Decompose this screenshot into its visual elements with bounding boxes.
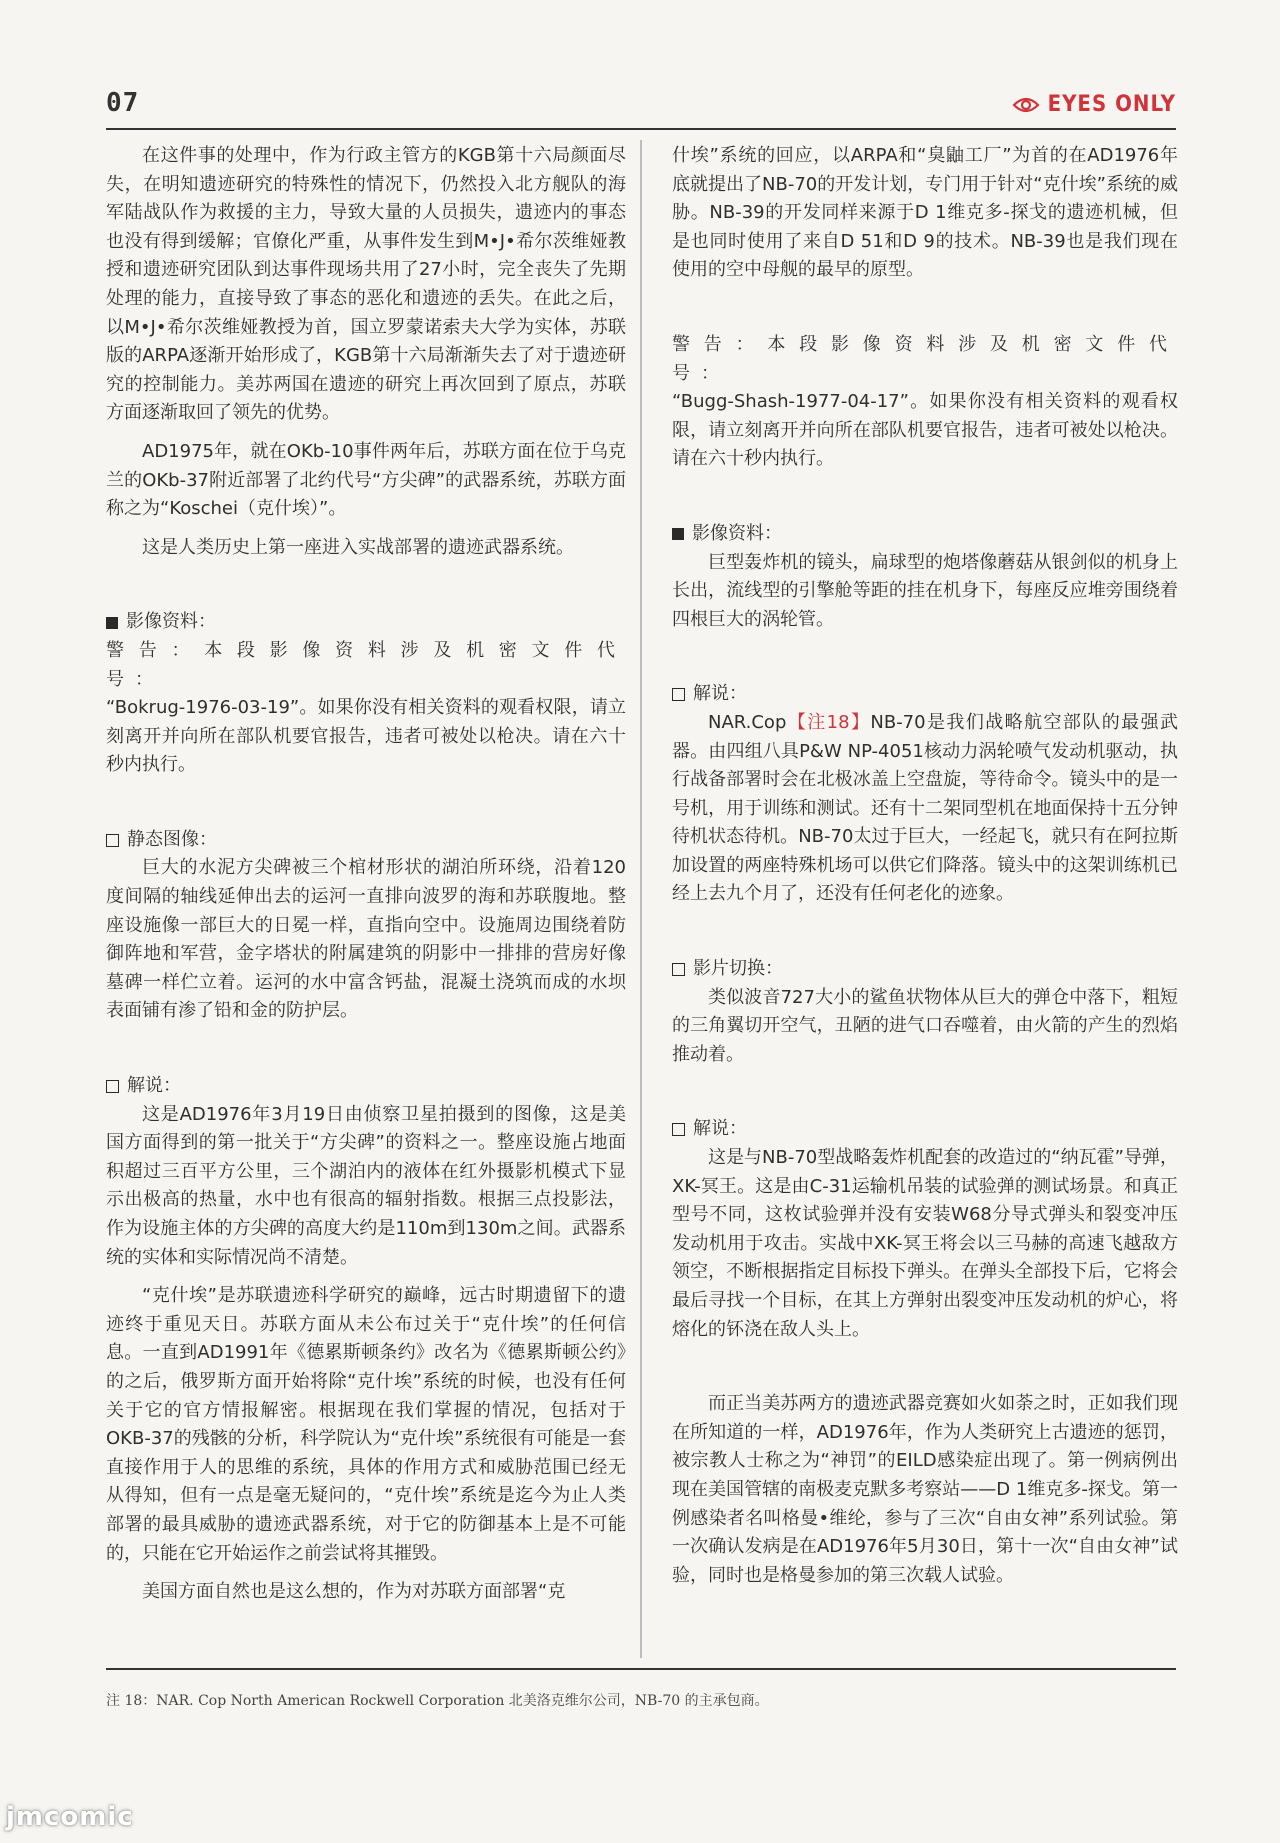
heading-label: 解说： (693, 683, 747, 705)
heading-label: 解说： (127, 1075, 181, 1097)
paragraph: AD1975年，就在OKb-10事件两年后，苏联方面在位于乌克兰的OKb-37附近部署了北约代号“方尖碑”的武器系统，苏联方面称之为“Koschei（克什埃）”。 (106, 440, 626, 520)
section-heading (672, 955, 1178, 984)
column-divider (640, 140, 642, 1658)
empty-square-icon (106, 1080, 119, 1093)
heading-label: 解说： (693, 1118, 747, 1140)
warning-text: “Bugg-Shash-1977-04-17”。如果你没有相关资料的观看权限，请立刻离开并向所在部队机要官报告，违者可被处以枪决。请在六十秒内执行。 (672, 391, 1178, 470)
bottom-rule (106, 1668, 1176, 1670)
paragraph: 这是AD1976年3月19日由侦察卫星拍摄到的图像，这是美国方面得到的第一批关于“方尖碑”的资料之一。整座设施占地面积超过三百平方公里，三个湖泊内的液体在红外摄影机模式下显示出极高的热量，水中也有很高的辐射指数。根据三点投影法，作为设施主体的方尖碑的高度大约是110m到130m之间。武器系统的实体和实际情况尚不清楚。 (106, 1103, 626, 1268)
section-heading (106, 826, 626, 855)
paragraph (672, 709, 1178, 909)
eyes-only-stamp (1012, 92, 1176, 117)
paragraph: 类似波音727大小的鲨鱼状物体从巨大的弹仓中落下，粗短的三角翼切开空气，丑陋的进气口吞噬着，由火箭的产生的烈焰推动着。 (672, 986, 1178, 1065)
section-heading (672, 1115, 1178, 1144)
paragraph: 而正当美苏两方的遗迹武器竞赛如火如荼之时，正如我们现在所知道的一样，AD1976年，作为人类研究上古遗迹的惩罚，被宗教人士称之为“神罚”的EILD感染症出现了。第一例病例出现在美国管辖的南极麦克默多考察站——D 1维克多-探戈。第一例感染者名叫格曼•维纶，参与了三次“自由女神”系列试验。第一次确认发病是在AD1976年5月30日，第十一次“自由女神”试验，同时也是格曼参加的第三次载人试验。 (672, 1393, 1178, 1586)
filled-square-icon (106, 617, 118, 629)
heading-label: 影片切换： (693, 958, 783, 980)
section-heading (106, 608, 626, 637)
section-heading (672, 520, 1178, 549)
eye-icon (1012, 96, 1040, 114)
paragraph: 巨大的水泥方尖碑被三个棺材形状的湖泊所环绕，沿着120度间隔的轴线延伸出去的运河一直排向波罗的海和苏联腹地。整座设施像一部巨大的日冕一样，直指向空中。设施周边围绕着防御阵地和军营，金字塔状的附属建筑的阴影中一排排的营房好像墓碑一样伫立着。运河的水中富含钙盐，混凝土浇筑而成的水坝表面铺有渗了铅和金的防护层。 (106, 857, 626, 1022)
company-abbrev: NAR.Cop (708, 711, 787, 733)
warning-label: 警告：本段影像资料涉及机密文件代号： (672, 333, 1178, 384)
top-rule (106, 128, 1176, 130)
heading-label: 影像资料： (126, 611, 216, 633)
filled-square-icon (672, 528, 684, 540)
empty-square-icon (672, 688, 685, 701)
stamp-label: EYES ONLY (1047, 92, 1176, 117)
heading-label: 静态图像： (127, 828, 217, 850)
watermark: jmcomic (6, 1802, 134, 1832)
heading-label: 影像资料： (692, 522, 782, 544)
section-heading (672, 680, 1178, 709)
section-heading (106, 1072, 626, 1101)
warning-label: 警告：本段影像资料涉及机密文件代号： (106, 639, 626, 690)
paragraph: 什埃”系统的回应，以ARPA和“臭鼬工厂”为首的在AD1976年底就提出了NB-70的开发计划，专门用于针对“克什埃”系统的威胁。NB-39的开发同样来源于D 1维克多-探戈的遗迹机械，但是也同时使用了来自D 51和D 9的技术。NB-39也是我们现在使用的空中母舰的最早的原型。 (672, 145, 1178, 281)
footnote: 注 18：NAR. Cop North American Rockwell Corporation 北美洛克维尔公司，NB-70 的主承包商。 (106, 1693, 769, 1709)
paragraph: 在这件事的处理中，作为行政主管方的KGB第十六局颜面尽失，在明知遗迹研究的特殊性的情况下，仍然投入北方舰队的海军陆战队作为救援的主力，导致大量的人员损失，遗迹内的事态也没有得到缓解；官僚化严重，从事件发生到M•J•希尔茨维娅教授和遗迹研究团队到达事件现场共用了27小时，完全丧失了先期处理的能力，直接导致了事态的恶化和遗迹的丢失。在此之后，以M•J•希尔茨维娅教授为首，国立罗蒙诺索夫大学为实体，苏联版的ARPA逐渐开始形成了，KGB第十六局渐渐失去了对于遗迹研究的控制能力。美苏两国在遗迹的研究上再次回到了原点，苏联方面逐渐取回了领先的优势。 (106, 145, 626, 424)
paragraph: 美国方面自然也是这么想的，作为对苏联方面部署“克 (142, 1581, 566, 1603)
empty-square-icon (106, 834, 119, 847)
right-column (672, 142, 1178, 1590)
paragraph-text: NB-70是我们战略航空部队的最强武器。由四组八具P&W NP-4051核动力涡轮喷气发动机驱动，执行战备部署时会在北极冰盖上空盘旋，等待命令。镜头中的是一号机，用于训练和测试。还有十二架同型机在地面保持十五分钟待机状态待机。NB-70太过于巨大，一经起飞，就只有在阿拉斯加设置的两座特殊机场可以供它们降落。镜头中的这架训练机已经上去九个月了，还没有任何老化的迹象。 (672, 711, 1179, 905)
warning-text: “Bokrug-1976-03-19”。如果你没有相关资料的观看权限，请立刻离开并向所在部队机要官报告，违者可被处以枪决。请在六十秒内执行。 (106, 697, 626, 776)
paragraph: 巨型轰炸机的镜头，扁球型的炮塔像蘑菇从银剑似的机身上长出，流线型的引擎舱等距的挂在机身下，每座反应堆旁围绕着四根巨大的涡轮管。 (672, 551, 1178, 630)
paragraph: “克什埃”是苏联遗迹科学研究的巅峰，远古时期遗留下的遗迹终于重见天日。苏联方面从未公布过关于“克什埃”的任何信息。一直到AD1991年《德累斯顿条约》改名为《德累斯顿公约》的之后，俄罗斯方面开始将除“克什埃”系统的时候，也没有任何关于它的官方情报解密。根据现在我们掌握的情况，包括对于OKB-37的残骸的分析，科学院认为“克什埃”系统很有可能是一套直接作用于人的思维的系统，具体的作用方式和威胁范围已经无从得知，但有一点是毫无疑问的，“克什埃”系统是迄今为止人类部署的最具威胁的遗迹武器系统，对于它的防御基本上是不可能的，只能在它开始运作之前尝试将其摧毁。 (106, 1285, 626, 1564)
paragraph: 这是人类历史上第一座进入实战部署的遗迹武器系统。 (142, 536, 574, 558)
page-number: 07 (106, 88, 140, 118)
left-column (106, 142, 626, 1607)
empty-square-icon (672, 1123, 685, 1136)
paragraph: 这是与NB-70型战略轰炸机配套的改造过的“纳瓦霍”导弹，XK-冥王。这是由C-31运输机吊装的试验弹的测试场景。和真正型号不同，这枚试验弹并没有安装W68分导式弹头和裂变冲压发动机用于攻击。实战中XK-冥王将会以三马赫的高速飞越敌方领空，不断根据指定目标投下弹头。在弹头全部投下后，它将会最后寻找一个目标，在其上方弹射出裂变冲压发动机的炉心，将熔化的钚浇在敌人头上。 (672, 1147, 1178, 1340)
empty-square-icon (672, 963, 685, 976)
footnote-ref[interactable]: 【注18】 (786, 711, 871, 733)
